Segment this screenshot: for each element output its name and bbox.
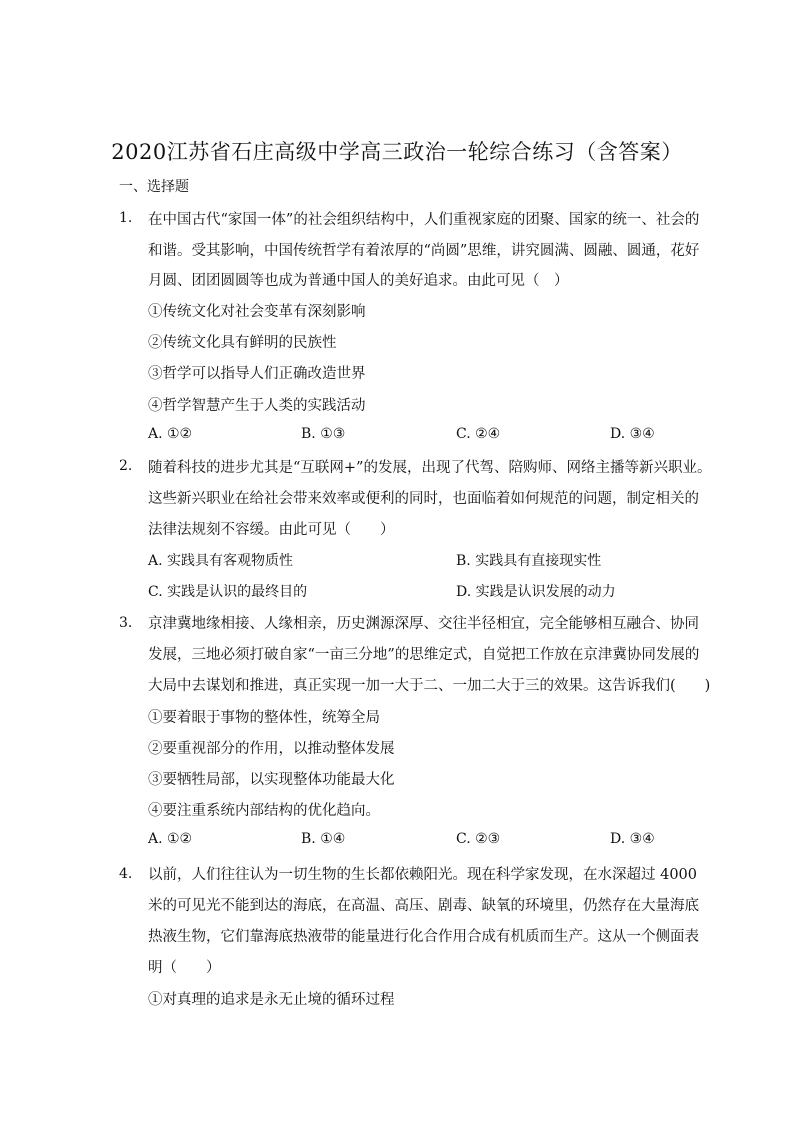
answer-option: B. 实践具有直接现实性 bbox=[456, 553, 602, 569]
question-text-line: 这些新兴职业在给社会带来效率或便利的同时，也面临着如何规范的问题，制定相关的 bbox=[148, 491, 699, 507]
question-text-line: 热液生物，它们靠海底热液带的能量进行化合作用合成有机质而生产。这从一个侧面表 bbox=[148, 929, 699, 945]
question-text-line: 以前，人们往往认为一切生物的生长都依赖阳光。现在科学家发现，在水深超过 4000 bbox=[148, 867, 698, 883]
section-heading: 一、选择题 bbox=[119, 179, 189, 195]
question-text-line: 米的可见光不能到达的海底，在高温、高压、剧毒、缺氧的环境里，仍然存在大量海底 bbox=[148, 898, 699, 914]
question-number: 4. bbox=[119, 866, 133, 882]
question-text-line: 随着科技的进步尤其是“互联网+”的发展，出现了代驾、陪购师、网络主播等新兴职业。 bbox=[148, 460, 712, 476]
question-text-line: 月圆、团团圆圆等也成为普通中国人的美好追求。由此可见（ ） bbox=[148, 273, 569, 289]
answer-option: C. ②④ bbox=[456, 426, 501, 442]
question-text-line: 法律法规刻不容缓。由此可见（ ） bbox=[148, 522, 395, 538]
question-text-line: 大局中去谋划和推进，真正实现一加一大于二、一加二大于三的效果。这告诉我们( ) bbox=[148, 678, 711, 694]
answer-option: A. 实践具有客观物质性 bbox=[148, 553, 294, 569]
question-number: 2. bbox=[119, 458, 133, 474]
statement-item: ③要牺牲局部，以实现整体功能最大化 bbox=[148, 772, 395, 788]
statement-item: ①传统文化对社会变革有深刻影响 bbox=[148, 304, 366, 320]
answer-option: D. 实践是认识发展的动力 bbox=[456, 584, 616, 600]
question-text-line: 在中国古代“家国一体”的社会组织结构中，人们重视家庭的团聚、国家的统一、社会的 bbox=[148, 212, 700, 228]
answer-option: C. ②③ bbox=[456, 831, 501, 847]
statement-item: ①要着眼于事物的整体性，统筹全局 bbox=[148, 710, 380, 726]
statement-item: ②传统文化具有鲜明的民族性 bbox=[148, 335, 337, 351]
answer-option: A. ①② bbox=[148, 426, 193, 442]
answer-option: D. ③④ bbox=[610, 426, 655, 442]
question-text-line: 明（ ） bbox=[148, 960, 221, 976]
statement-item: ①对真理的追求是永无止境的循环过程 bbox=[148, 992, 395, 1008]
statement-item: ③哲学可以指导人们正确改造世界 bbox=[148, 366, 366, 382]
answer-option: D. ③④ bbox=[610, 831, 655, 847]
question-text-line: 京津冀地缘相接、人缘相亲，历史渊源深厚、交往半径相宜，完全能够相互融合、协同 bbox=[148, 616, 699, 632]
answer-option: B. ①④ bbox=[301, 831, 346, 847]
page-title: 2020江苏省石庄高级中学高三政治一轮综合练习（含答案） bbox=[111, 140, 683, 164]
statement-item: ④要注重系统内部结构的优化趋向。 bbox=[148, 803, 380, 819]
answer-option: B. ①③ bbox=[301, 426, 346, 442]
question-text-line: 和谐。受其影响，中国传统哲学有着浓厚的“尚圆”思维，讲究圆满、圆融、圆通，花好 bbox=[148, 243, 700, 259]
question-number: 3. bbox=[119, 615, 133, 631]
statement-item: ④哲学智慧产生于人类的实践活动 bbox=[148, 398, 366, 414]
question-text-line: 发展，三地必须打破自家“一亩三分地”的思维定式，自觉把工作放在京津冀协同发展的 bbox=[148, 647, 700, 663]
answer-option: A. ①② bbox=[148, 831, 193, 847]
answer-option: C. 实践是认识的最终目的 bbox=[148, 584, 308, 600]
question-number: 1. bbox=[119, 210, 133, 226]
statement-item: ②要重视部分的作用，以推动整体发展 bbox=[148, 741, 395, 757]
